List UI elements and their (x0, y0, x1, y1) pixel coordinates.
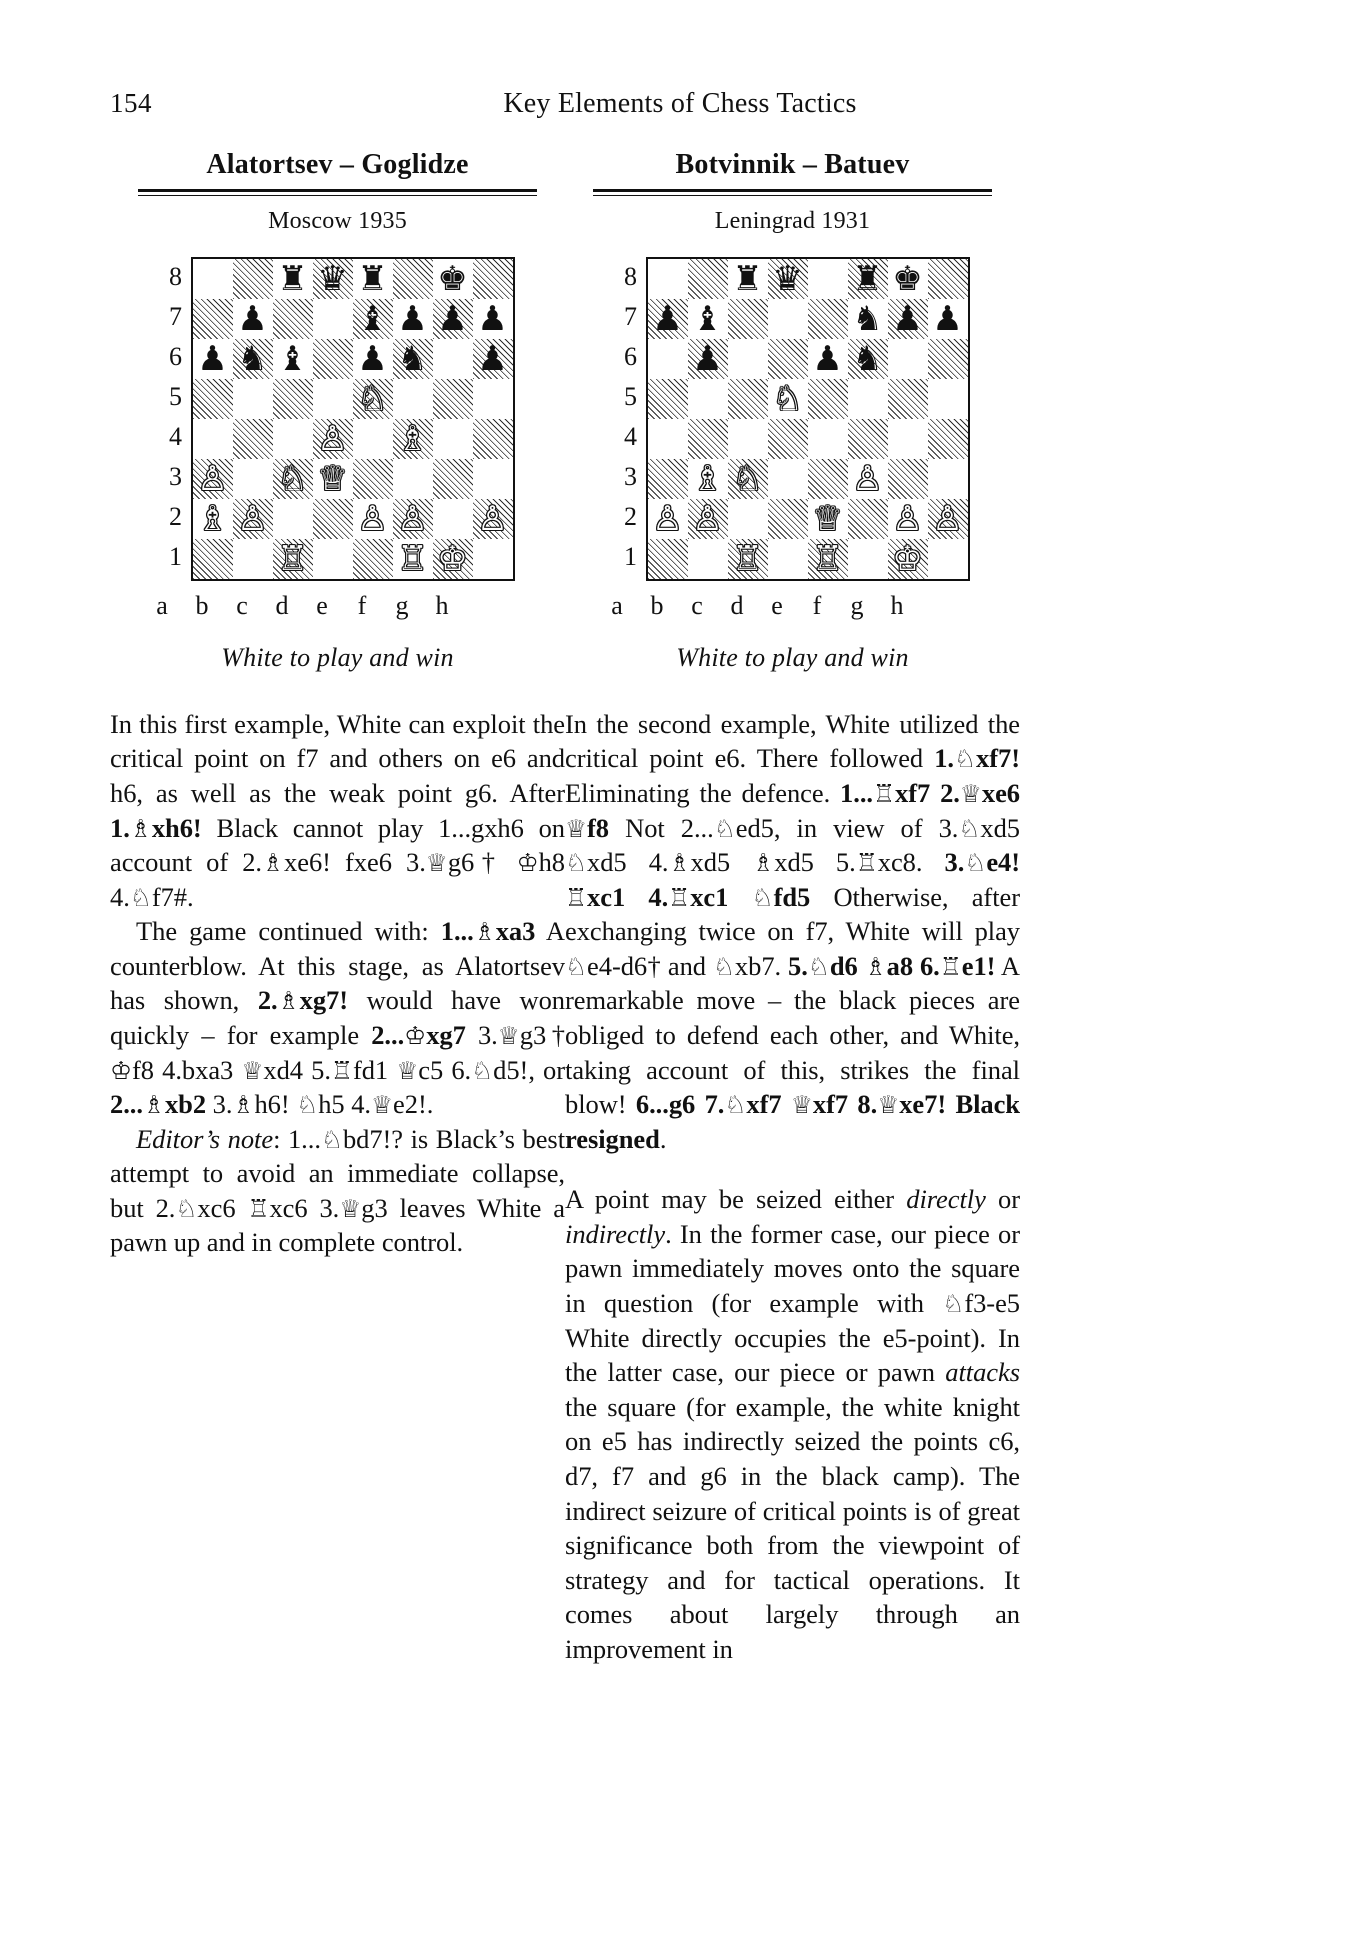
board-square (768, 499, 808, 539)
file-label: h (435, 590, 449, 620)
board-square (768, 539, 808, 579)
board-square (473, 259, 513, 299)
left-column (110, 150, 565, 1260)
board-square (473, 459, 513, 499)
paragraph: A point may be seized either directly or indirectly. In the former case, our piece or pawn immediately moves onto the square in question (for example with ♘f3-e5 White directly occupies the e5-point). In the latter case, our piece or pawn attacks the square (for example, the white knight on e5 has indirectly seized the points c6, d7, f7 and g6 in the black camp). The indirect seizure of critical points is of great significance both from the viewpoint of strategy and for tactical operations. It comes about largely through an improvement in (565, 1184, 1020, 1664)
piece-bp-icon: ♟ (477, 298, 508, 339)
piece-br-icon: ♜ (852, 258, 883, 299)
piece-wq-icon: ♕ (317, 458, 348, 499)
board-square (393, 339, 433, 379)
rank-label: 5 (624, 381, 637, 411)
board-square (193, 459, 233, 499)
board-square (848, 499, 888, 539)
board-square (193, 299, 233, 339)
piece-wr-icon: ♖ (397, 538, 428, 579)
board-square (688, 379, 728, 419)
board-square (473, 299, 513, 339)
right-body-text (565, 707, 1020, 1667)
board-square (808, 539, 848, 579)
header-rule-thin (593, 195, 992, 196)
board-square (193, 339, 233, 379)
board-square (688, 419, 728, 459)
piece-bp-icon: ♟ (397, 298, 428, 339)
board-square (888, 499, 928, 539)
board-square (313, 339, 353, 379)
piece-bp-icon: ♟ (932, 298, 963, 339)
board-square (928, 499, 968, 539)
piece-wp-icon: ♙ (652, 498, 683, 539)
header-rule-thick (593, 189, 992, 192)
piece-br-icon: ♜ (277, 258, 308, 299)
board-square (768, 299, 808, 339)
file-label: f (357, 590, 367, 620)
board-square (688, 459, 728, 499)
board-square (313, 379, 353, 419)
board-square (688, 499, 728, 539)
board-square (928, 539, 968, 579)
rank-label: 7 (169, 301, 182, 331)
board-square (768, 459, 808, 499)
board-square (433, 339, 473, 379)
piece-wk-icon: ♔ (892, 538, 923, 579)
rank-label: 1 (624, 541, 637, 571)
piece-bb-icon: ♝ (357, 298, 388, 339)
piece-bp-icon: ♟ (652, 298, 683, 339)
board-square (648, 379, 688, 419)
piece-wp-icon: ♙ (317, 418, 348, 459)
board-square (648, 459, 688, 499)
board-square (848, 379, 888, 419)
rank-label: 3 (624, 461, 637, 491)
board-square (728, 459, 768, 499)
piece-wr-icon: ♖ (732, 538, 763, 579)
board-square (273, 339, 313, 379)
rank-label: 3 (169, 461, 182, 491)
piece-wr-icon: ♖ (812, 538, 843, 579)
board-square (688, 299, 728, 339)
board-square (728, 499, 768, 539)
piece-bp-icon: ♟ (197, 338, 228, 379)
header-rule-thin (138, 195, 537, 196)
board-square (233, 459, 273, 499)
board-square (728, 379, 768, 419)
board-square (473, 419, 513, 459)
rank-label: 6 (624, 341, 637, 371)
rank-label: 8 (624, 261, 637, 291)
piece-wp-icon: ♙ (892, 498, 923, 539)
board-square (233, 379, 273, 419)
rank-label: 4 (169, 421, 182, 451)
board-square (648, 499, 688, 539)
piece-bb-icon: ♝ (277, 338, 308, 379)
board-square (393, 419, 433, 459)
board-square (928, 259, 968, 299)
board-square (273, 259, 313, 299)
board-square (353, 299, 393, 339)
file-label: b (650, 590, 664, 620)
board-square (473, 539, 513, 579)
board-square (888, 299, 928, 339)
file-label: g (395, 590, 409, 620)
piece-bb-icon: ♝ (692, 298, 723, 339)
board-square (648, 419, 688, 459)
board-square (848, 459, 888, 499)
board-square (233, 339, 273, 379)
board-square (728, 339, 768, 379)
piece-wn-icon: ♘ (732, 458, 763, 499)
piece-wp-icon: ♙ (237, 498, 268, 539)
board-square (433, 379, 473, 419)
rank-label: 8 (169, 261, 182, 291)
game-players: Alatortsev – Goglidze (206, 149, 469, 180)
board-square (808, 259, 848, 299)
board-square (808, 459, 848, 499)
chess-diagram-left (110, 257, 565, 621)
piece-bp-icon: ♟ (477, 338, 508, 379)
paragraph: In the second example, White utilized the critical point e6. There followed 1.♘xf7! Eliminating the defence. 1...♖xf7 2.♕xe6 ♕f8 Not 2...♘ed5, in view of 3.♘xd5 ♘xd5 4.♗xd5 ♗xd5 5.♖xc8. 3.♘e4! ♖xc1 4.♖xc1 ♘fd5 Otherwise, after exchanging twice on f7, White will play ♘e4-d6† and ♘xb7. 5.♘d6 ♗a8 6.♖e1! A remarkable move – the black pieces are obliged to defend each other, and White, taking account of this, strikes the final blow! 6...g6 7.♘xf7 ♕xf7 8.♕xe7! Black resigned. (565, 708, 1021, 1154)
board-square (768, 259, 808, 299)
file-label: g (850, 590, 864, 620)
diagram-header-left (110, 150, 565, 235)
board-square (433, 299, 473, 339)
board-square (353, 539, 393, 579)
game-event: Moscow 1935 (268, 207, 407, 234)
board-square (928, 419, 968, 459)
piece-wp-icon: ♙ (477, 498, 508, 539)
piece-bn-icon: ♞ (397, 338, 428, 379)
piece-wp-icon: ♙ (197, 458, 228, 499)
board-square (393, 499, 433, 539)
board-square (433, 499, 473, 539)
board-square (273, 539, 313, 579)
rank-label: 6 (169, 341, 182, 371)
board-square (808, 339, 848, 379)
board-square (393, 539, 433, 579)
board-square (728, 259, 768, 299)
board-square (313, 499, 353, 539)
board-square (928, 339, 968, 379)
board-square (848, 299, 888, 339)
piece-bk-icon: ♚ (437, 258, 468, 299)
board-square (193, 379, 233, 419)
chess-board (646, 257, 970, 581)
board-square (888, 339, 928, 379)
board-square (393, 299, 433, 339)
page-number: 154 (110, 88, 152, 118)
board-square (313, 259, 353, 299)
running-head (110, 88, 1250, 128)
board-square (648, 339, 688, 379)
board-square (888, 539, 928, 579)
book-title: Key Elements of Chess Tactics (503, 88, 857, 119)
board-square (768, 419, 808, 459)
chess-board (191, 257, 515, 581)
board-square (233, 539, 273, 579)
piece-wp-icon: ♙ (932, 498, 963, 539)
file-label: a (156, 590, 168, 620)
board-square (273, 499, 313, 539)
piece-wb-icon: ♗ (692, 458, 723, 499)
board-square (233, 419, 273, 459)
piece-wb-icon: ♗ (397, 418, 428, 459)
piece-wp-icon: ♙ (357, 498, 388, 539)
board-square (433, 539, 473, 579)
board-square (728, 299, 768, 339)
rank-labels (161, 257, 191, 577)
piece-bp-icon: ♟ (692, 338, 723, 379)
board-square (848, 419, 888, 459)
board-square (353, 499, 393, 539)
board-square (888, 379, 928, 419)
piece-bp-icon: ♟ (437, 298, 468, 339)
board-square (848, 259, 888, 299)
board-square (648, 259, 688, 299)
board-square (473, 499, 513, 539)
left-body-text (110, 707, 565, 1260)
board-square (688, 539, 728, 579)
board-square (273, 459, 313, 499)
game-players: Botvinnik – Batuev (675, 149, 910, 180)
board-square (808, 299, 848, 339)
board-square (888, 459, 928, 499)
header-rule-thick (138, 189, 537, 192)
rank-label: 4 (624, 421, 637, 451)
piece-wp-icon: ♙ (692, 498, 723, 539)
board-square (473, 379, 513, 419)
piece-wp-icon: ♙ (852, 458, 883, 499)
board-square (928, 459, 968, 499)
file-label: f (812, 590, 822, 620)
paragraph: The game continued with: 1...♗xa3 A counterblow. At this stage, as Alatortsev has shown, 2.♗xg7! would have won quickly – for example 2...♔xg7 3.♕g3† ♔f8 4.bxa3 ♕xd4 5.♖fd1 ♕c5 6.♘d5!, or 2...♗xb2 3.♗h6! ♘h5 4.♕e2!. (110, 916, 566, 1120)
piece-bp-icon: ♟ (892, 298, 923, 339)
board-square (768, 339, 808, 379)
diagram-caption: White to play and win (676, 642, 909, 672)
piece-bp-icon: ♟ (812, 338, 843, 379)
board-square (473, 339, 513, 379)
board-square (353, 259, 393, 299)
file-label: d (730, 590, 744, 620)
board-square (728, 419, 768, 459)
piece-wk-icon: ♔ (437, 538, 468, 579)
paragraph: In this first example, White can exploit the critical point on f7 and others on e6 and h6, as well as the weak point g6. After 1.♗xh6! Black cannot play 1...gxh6 on account of 2.♗xe6! fxe6 3.♕g6† ♔h8 4.♘f7#. (110, 708, 565, 912)
board-square (688, 259, 728, 299)
board-square (393, 459, 433, 499)
file-label: b (195, 590, 209, 620)
piece-br-icon: ♜ (357, 258, 388, 299)
board-square (353, 379, 393, 419)
board-square (688, 339, 728, 379)
file-labels (595, 581, 919, 621)
file-label: c (691, 590, 703, 620)
diagram-header-right (565, 150, 1020, 235)
piece-br-icon: ♜ (732, 258, 763, 299)
piece-bp-icon: ♟ (357, 338, 388, 379)
piece-bp-icon: ♟ (237, 298, 268, 339)
file-label: d (275, 590, 289, 620)
board-square (768, 379, 808, 419)
rank-label: 7 (624, 301, 637, 331)
piece-wn-icon: ♘ (772, 378, 803, 419)
board-square (648, 299, 688, 339)
board-square (273, 379, 313, 419)
board-square (353, 419, 393, 459)
file-label: e (771, 590, 783, 620)
piece-wp-icon: ♙ (397, 498, 428, 539)
piece-wr-icon: ♖ (277, 538, 308, 579)
piece-wq-icon: ♕ (812, 498, 843, 539)
board-square (353, 459, 393, 499)
piece-bq-icon: ♛ (317, 258, 348, 299)
board-square (193, 499, 233, 539)
board-square (728, 539, 768, 579)
board-square (848, 339, 888, 379)
file-label: h (890, 590, 904, 620)
file-label: c (236, 590, 248, 620)
file-labels (140, 581, 464, 621)
rank-label: 2 (169, 501, 182, 531)
board-square (233, 259, 273, 299)
rank-labels (616, 257, 646, 577)
diagram-caption: White to play and win (221, 642, 454, 672)
board-square (193, 539, 233, 579)
rank-label: 5 (169, 381, 182, 411)
piece-wn-icon: ♘ (277, 458, 308, 499)
board-square (273, 299, 313, 339)
board-square (648, 539, 688, 579)
file-label: a (611, 590, 623, 620)
board-square (888, 259, 928, 299)
board-square (433, 459, 473, 499)
board-square (433, 419, 473, 459)
board-square (313, 459, 353, 499)
piece-wn-icon: ♘ (357, 378, 388, 419)
board-square (193, 419, 233, 459)
rank-label: 2 (624, 501, 637, 531)
board-square (393, 259, 433, 299)
paragraph: Editor’s note: 1...♘bd7!? is Black’s best attempt to avoid an immediate collapse, but 2.♘xc6 ♖xc6 3.♕g3 leaves White a pawn up and in complete control. (110, 1123, 566, 1258)
piece-bk-icon: ♚ (892, 258, 923, 299)
board-square (193, 259, 233, 299)
chess-diagram-right (565, 257, 1020, 621)
game-event: Leningrad 1931 (714, 207, 871, 234)
board-square (848, 539, 888, 579)
file-label: e (316, 590, 328, 620)
board-square (313, 419, 353, 459)
piece-wb-icon: ♗ (197, 498, 228, 539)
board-square (433, 259, 473, 299)
board-square (273, 419, 313, 459)
rank-label: 1 (169, 541, 182, 571)
board-square (393, 379, 433, 419)
piece-bn-icon: ♞ (852, 298, 883, 339)
board-square (808, 419, 848, 459)
board-square (313, 539, 353, 579)
board-square (888, 419, 928, 459)
piece-bn-icon: ♞ (852, 338, 883, 379)
board-square (233, 299, 273, 339)
board-square (928, 379, 968, 419)
board-square (233, 499, 273, 539)
board-square (808, 499, 848, 539)
board-square (928, 299, 968, 339)
board-square (313, 299, 353, 339)
board-square (353, 339, 393, 379)
piece-bq-icon: ♛ (772, 258, 803, 299)
board-square (808, 379, 848, 419)
piece-bn-icon: ♞ (237, 338, 268, 379)
right-column (565, 150, 1020, 1666)
